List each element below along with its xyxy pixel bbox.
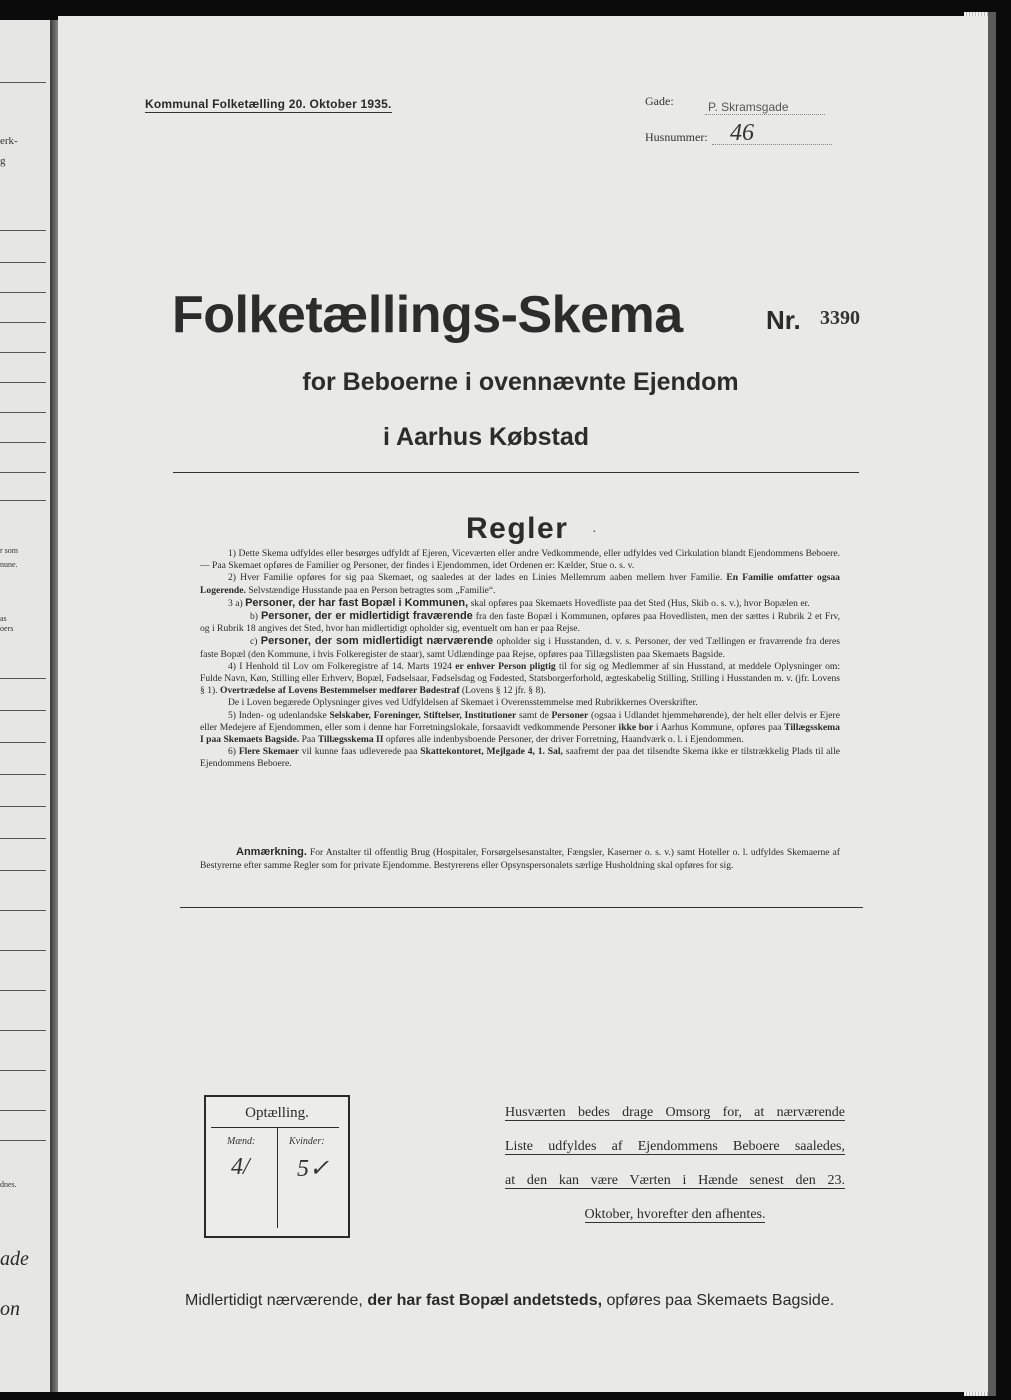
form-subtitle-2: i Aarhus Købstad bbox=[383, 423, 590, 451]
prev-page-handwriting: on bbox=[0, 1298, 20, 1320]
anmaerkning-text: For Anstalter til offentlig Brug (Hospitaler, Forsørgelsesanstalter, Fængsler, Kaserner o. s. v.) samt Hoteller o. l. udfyldes Skemaerne af Bestyrerne efter samme Regler som for private Ejendomme. Bestyrerens eller Opsynspersonalets særlige Husholdning skal opføres for sig. bbox=[200, 847, 840, 871]
kvinder-label: Kvinder: bbox=[289, 1136, 325, 1147]
tick-mark: ✓ bbox=[309, 1156, 330, 1182]
prev-page-fragment: dnes. bbox=[0, 1180, 17, 1189]
rule-3a: 3 a) Personer, der har fast Bopæl i Kommunen, skal opføres paa Skemaets Hovedliste paa det Sted (Hus, Skib o. s. v.), hvor Bopælen er. bbox=[228, 596, 810, 609]
anmaerkning-label: Anmærkning. bbox=[236, 846, 307, 858]
maend-label: Mænd: bbox=[227, 1136, 256, 1147]
notice-line: Oktober, hvorefter den afhentes. bbox=[584, 1207, 766, 1222]
prev-page-fragment: g bbox=[0, 155, 6, 167]
rule-5: 5) Inden- og udenlandske Selskaber, Foreninger, Stiftelser, Institutioner samt de Personer (ogsaa i Udlandet hjemmehørende), der helt eller delvis er Ejere eller Medejere af Ejendommen, eller som i denne har Forretningslokale, forsaavidt vedkommende Personer ikke bor i Aarhus Kommune, opføres paa Tillægsskema I paa Skemaets Bagside. Paa Tillægsskema II opføres alle indenbysboende Personer, der driver Forretning, Haandværk o. l. i Ejendommen. bbox=[200, 709, 840, 746]
rule-3c: c) Personer, der som midlertidigt nærværende opholder sig i Husstanden, d. v. s. Personer, der ved Tællingen er fraværende fra deres faste Bopæl (den Kommune, i hvis Folkeregister de staar), samt Udlændinge paa Rejse, opføres paa Tillægslisten paa Skemaets Bagside. bbox=[200, 635, 840, 660]
landlord-notice bbox=[505, 1096, 845, 1232]
optaelling-title: Optælling. bbox=[245, 1105, 309, 1121]
kvinder-count: 5✓ bbox=[297, 1156, 330, 1182]
divider-rule bbox=[180, 907, 863, 908]
tick-mark: / bbox=[243, 1154, 250, 1180]
notice-line: Liste udfyldes af Ejendommens Beboere saaledes, bbox=[505, 1139, 845, 1154]
anmaerkning-note bbox=[200, 846, 840, 872]
prev-page-fragment: erk- bbox=[0, 135, 18, 147]
form-number-value: 3390 bbox=[820, 307, 860, 329]
ink-speck: · bbox=[592, 525, 597, 540]
gade-value: P. Skramsgade bbox=[708, 100, 789, 114]
prev-page-fragment: as bbox=[0, 614, 7, 623]
rule-6: 6) Flere Skemaer vil kunne faas udleverede paa Skattekontoret, Mejlgade 4, 1. Sal, saafremt der paa det tilsendte Skema ikke er tilstrækkelig Plads til alle Ejendommens Beboere. bbox=[200, 746, 841, 770]
census-date-line: Kommunal Folketælling 20. Oktober 1935. bbox=[145, 97, 392, 111]
form-number-label: Nr. bbox=[766, 305, 801, 335]
prev-page-fragment: oers bbox=[0, 624, 14, 633]
previous-page-edge bbox=[0, 20, 52, 1392]
form-subtitle-1 bbox=[0, 368, 1011, 397]
husnummer-value: 46 bbox=[730, 120, 754, 146]
rule-4-continued: De i Loven begærede Oplysninger gives ved Udfyldelsen af Skemaet i Overensstemmelse med Rubrikkernes Overskrifter. bbox=[228, 697, 698, 709]
notice-line: at den kan være Værten i Hænde senest den 23. bbox=[505, 1173, 845, 1188]
form-title: Folketællings-Skema bbox=[172, 286, 683, 344]
rule-2: 2) Hver Familie opføres for sig paa Skemaet, og saaledes at der lades en Linies Mellemrum aaben mellem hver Familie. En Familie omfatter ogsaa Logerende. Selvstændige Husstande paa en Person betragtes som „Familie“. bbox=[200, 572, 840, 596]
footer-part-3: opføres paa Skemaets Bagside. bbox=[606, 1292, 835, 1309]
rule-1: 1) Dette Skema udfyldes eller besørges udfyldt af Ejeren, Viceværten eller andre Vedkommende, eller udfyldes ved Cirkulation blandt Ejendommens Beboere. — Paa Skemaet opføres de Familier og Personer, der findes i Ejendommen, idet Ordenen er: Kælder, Stue o. s. v. bbox=[200, 548, 840, 572]
footer-part-2: der har fast Bopæl andetsteds, bbox=[367, 1292, 603, 1309]
divider-rule bbox=[173, 472, 859, 473]
rule-4: 4) I Henhold til Lov om Folkeregistre af 14. Marts 1924 er enhver Person pligtig til for sig og Medlemmer af sin Husstand, at meddele Oplysninger om: Fulde Navn, Køn, Stilling eller Erhverv, Bopæl, Fødselsaar, Fødselsdag og Fødested, Statsborgerforhold, ægteskabelig Stilling, Stilling i Husstanden m. v. (jfr. Lovens § 1). Overtrædelse af Lovens Bestemmelser medfører Bødestraf (Lovens § 12 jfr. § 8). bbox=[200, 660, 840, 697]
notice-line: Husværten bedes drage Omsorg for, at nærværende bbox=[505, 1105, 845, 1120]
rules-text bbox=[200, 548, 840, 771]
prev-page-fragment: nune. bbox=[0, 560, 18, 569]
prev-page-fragment: r som bbox=[0, 546, 18, 555]
subtitle-1-text: for Beboerne i ovennævnte Ejendom bbox=[302, 368, 739, 396]
prev-page-handwriting: ade bbox=[0, 1248, 29, 1270]
rule-3b: b) Personer, der er midlertidigt fraværende fra den faste Bopæl i Kommunen, opføres paa Hovedlisten, men der sættes i Rubrik 2 et Frv, og i Rubrik 18 angives det Sted, hvor han midlertidigt opholder sig, eventuelt om han er paa Rejse. bbox=[200, 610, 840, 635]
rules-heading: Regler bbox=[466, 512, 569, 545]
maend-count: 4/ bbox=[231, 1154, 250, 1180]
husnummer-label: Husnummer: bbox=[645, 130, 708, 144]
footer-instruction bbox=[185, 1292, 834, 1310]
optaelling-table bbox=[211, 1127, 339, 1230]
optaelling-box bbox=[204, 1095, 350, 1238]
page-stack-shadow bbox=[988, 12, 996, 1396]
footer-part-1: Midlertidigt nærværende, bbox=[185, 1292, 363, 1309]
optaelling-divider bbox=[277, 1128, 278, 1228]
gade-fill-line bbox=[705, 114, 825, 115]
gade-label: Gade: bbox=[645, 94, 674, 108]
